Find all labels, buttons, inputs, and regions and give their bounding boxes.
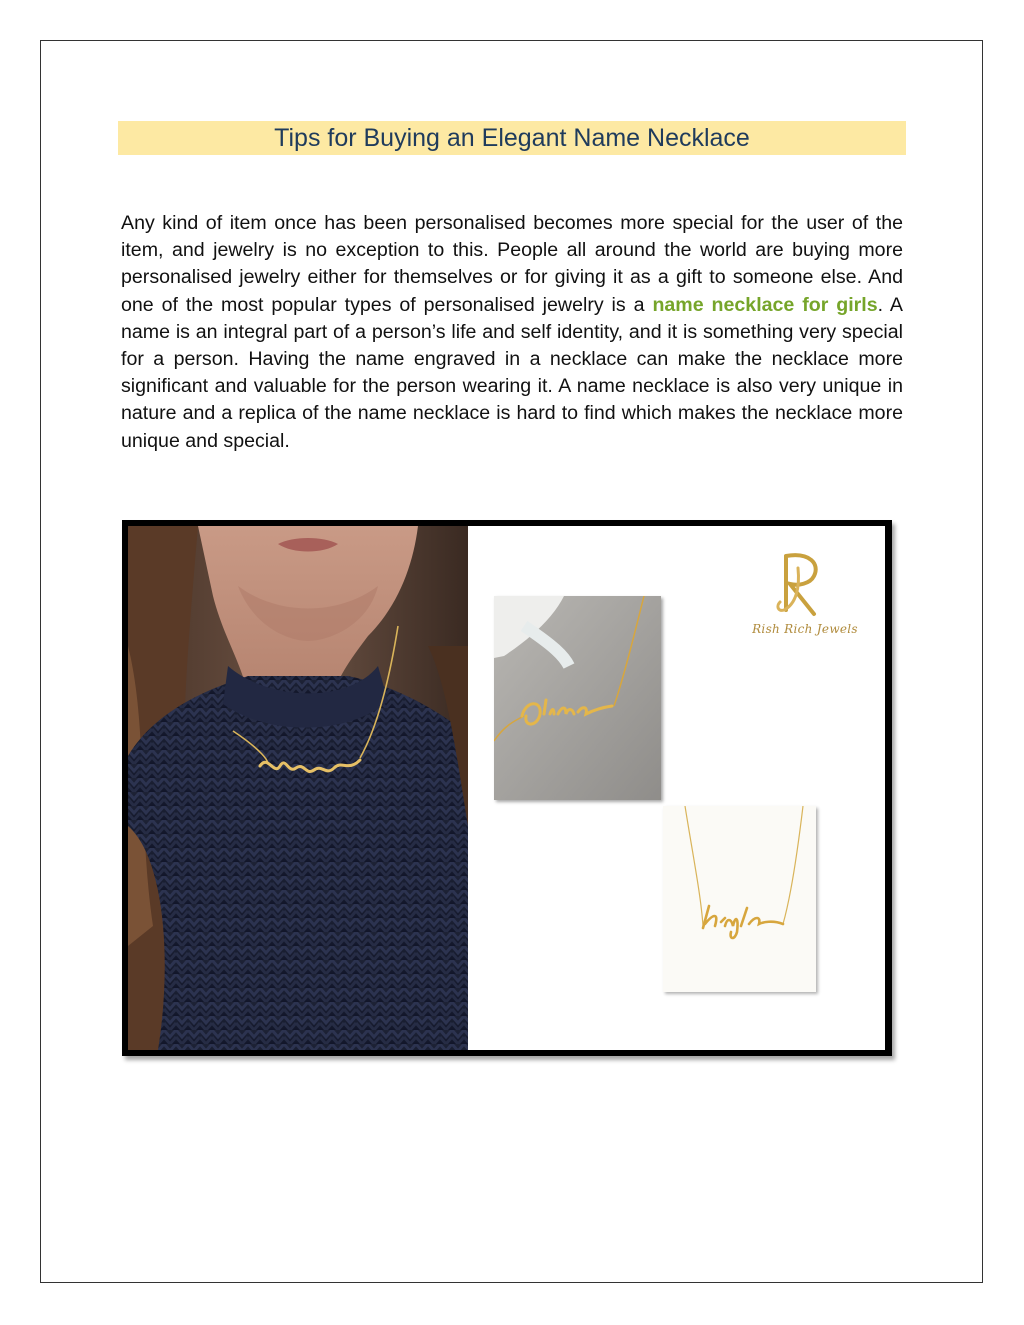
title-banner bbox=[118, 121, 906, 155]
body-paragraph bbox=[121, 210, 903, 455]
woman-wearing-necklace-photo bbox=[128, 526, 468, 1050]
necklace-figure bbox=[122, 520, 892, 1056]
figure-image bbox=[128, 526, 885, 1050]
kiyle-necklace-photo bbox=[663, 806, 816, 992]
page-title: Tips for Buying an Elegant Name Necklace bbox=[274, 124, 750, 152]
paragraph-text-2: . A name is an integral part of a person’s life and self identity, and it is something very special for a person. Having the name engraved in a necklace can make the necklace more significant and valuable for the person wearing it. A name necklace is also very unique in nature and a replica of the name necklace is hard to find which makes the necklace more unique and special. bbox=[121, 293, 903, 452]
name-necklace-link[interactable]: name necklace for girls bbox=[652, 293, 878, 316]
olivia-necklace-photo bbox=[494, 596, 661, 800]
rr-monogram-icon bbox=[770, 548, 840, 620]
paragraph-text-1: Any kind of item once has been personalised becomes more special for the user of the item, and jewelry is no exception to this. People all around the world are buying more personalised jewelry either for themselves or for giving it as a gift to someone else. And one of the most popular types of personalised jewelry is a bbox=[121, 212, 903, 316]
brand-name: Rish Rich Jewels bbox=[752, 622, 858, 636]
product-panel bbox=[468, 526, 885, 1050]
brand-logo bbox=[740, 548, 870, 658]
